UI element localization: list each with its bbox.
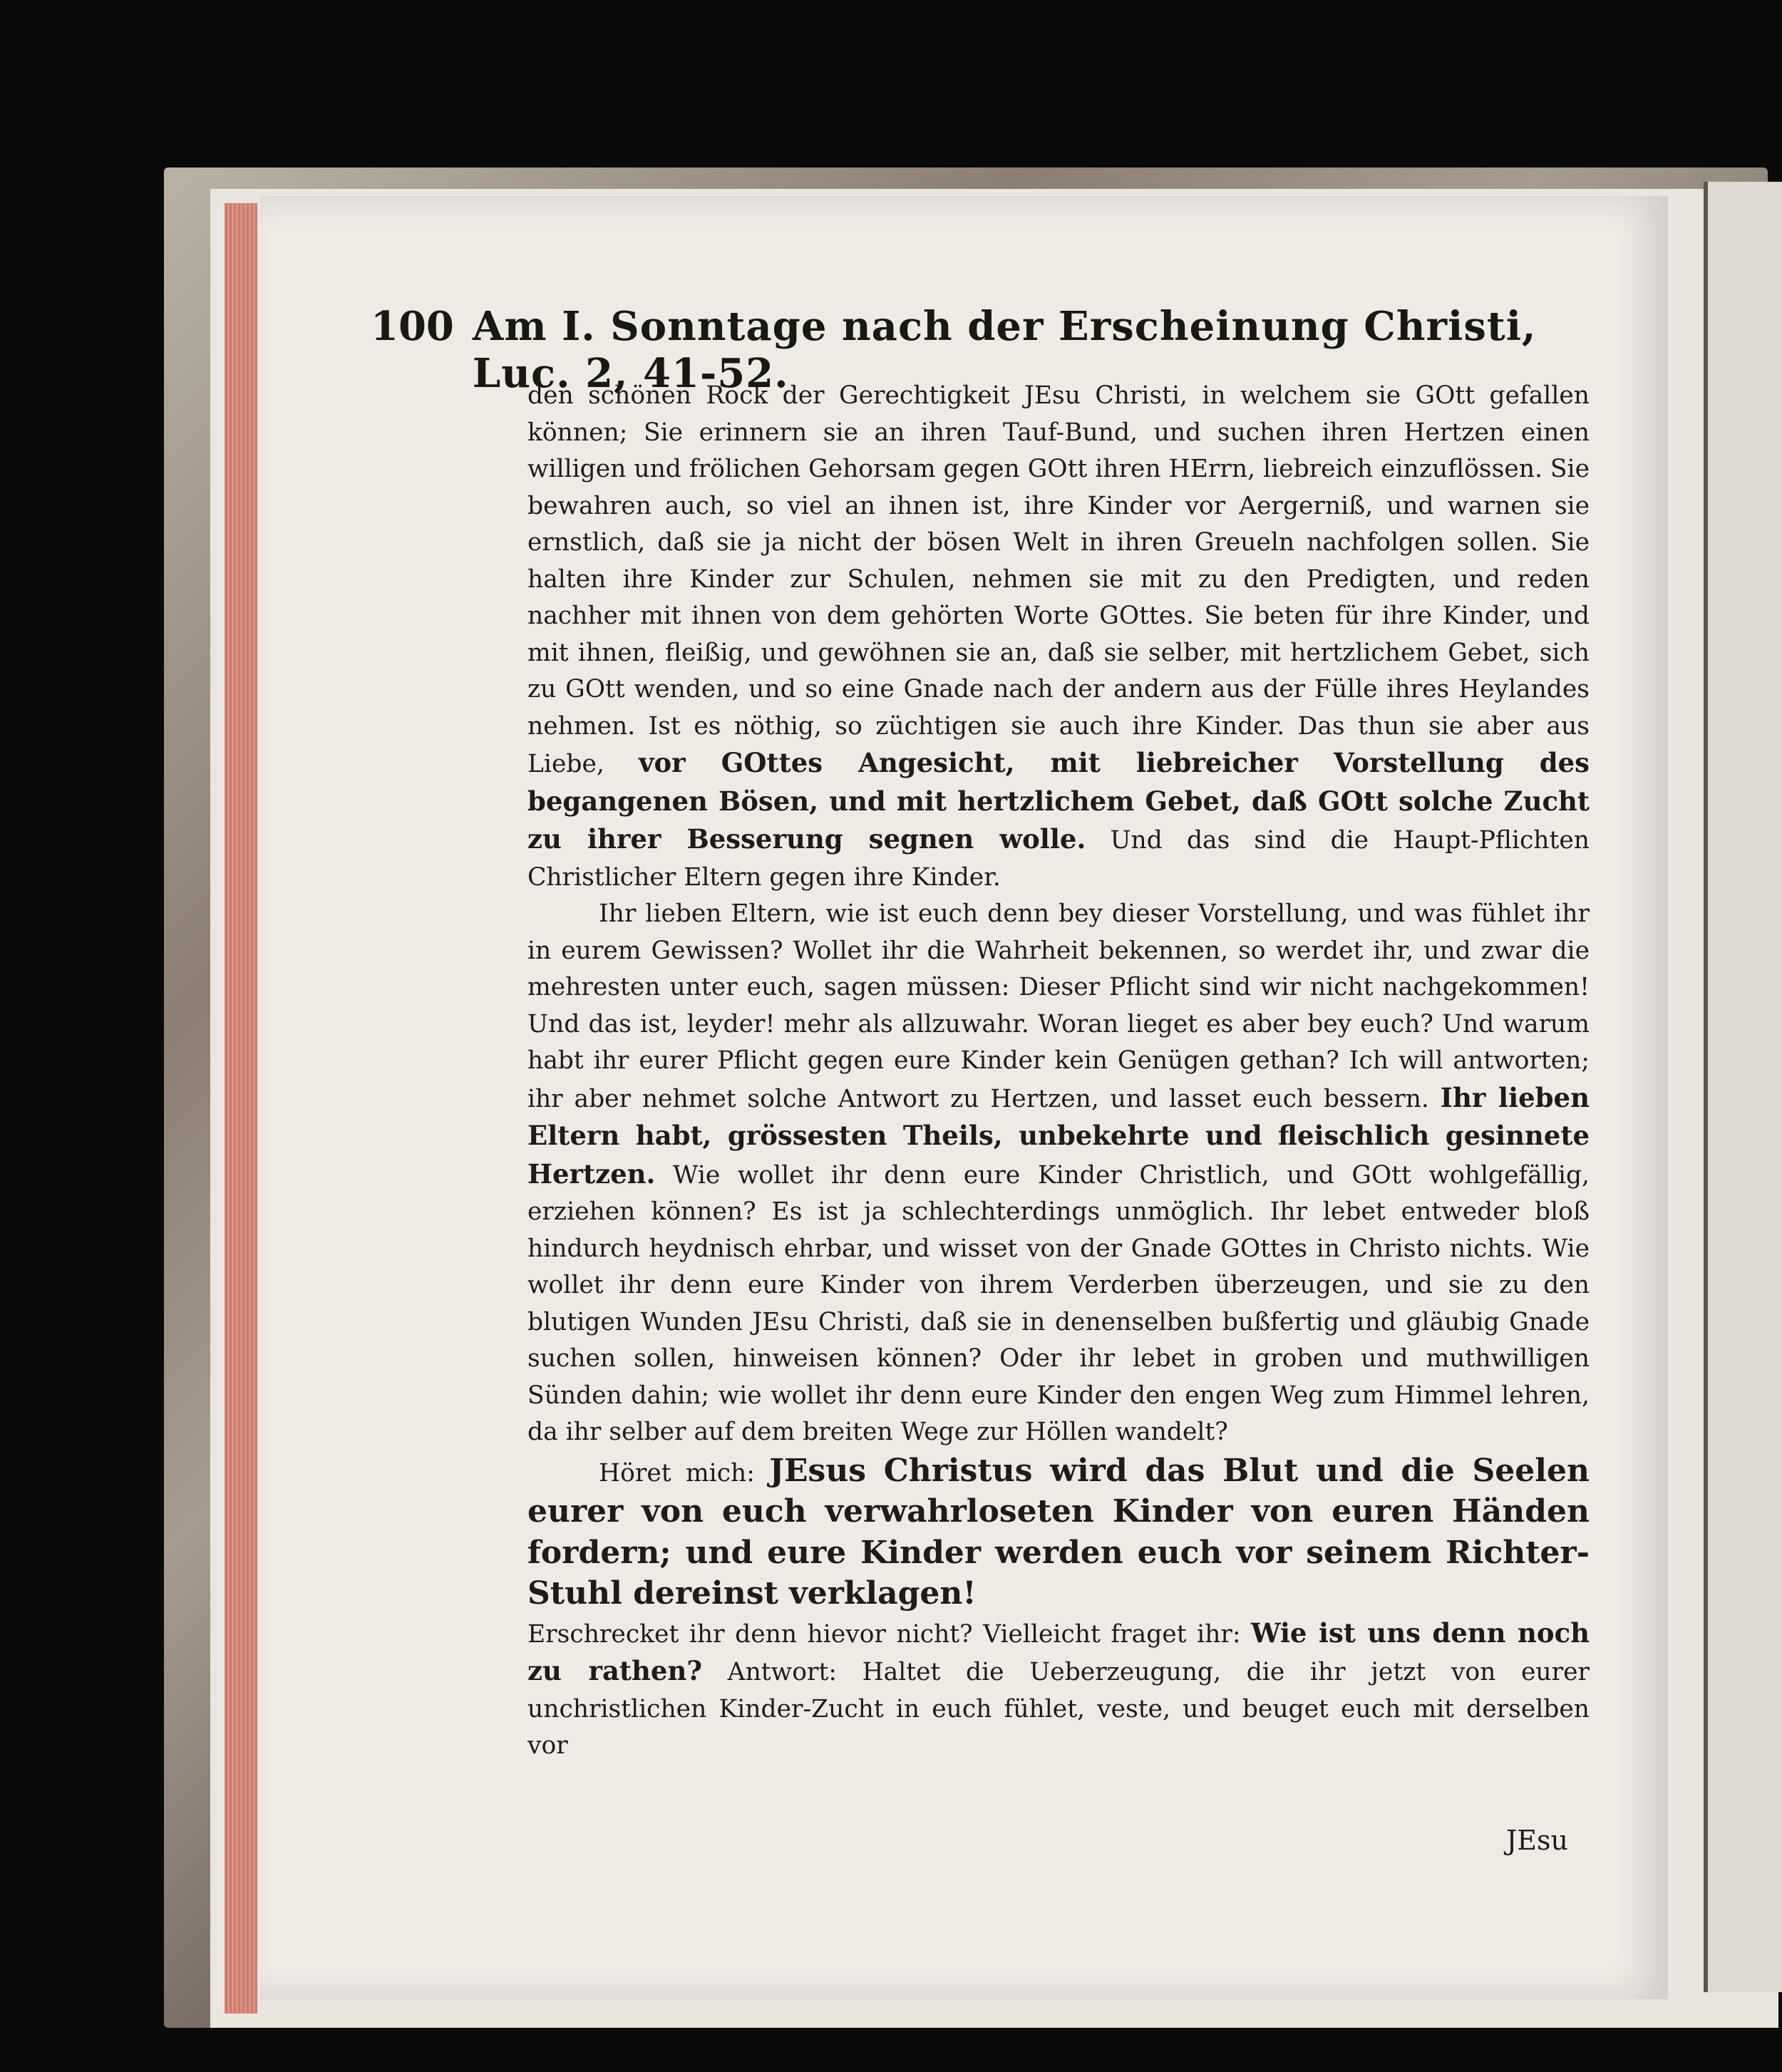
paragraph-3-question: Wie ist uns denn noch zu rathen? (527, 1617, 1590, 1686)
page-number: 100 (371, 303, 454, 350)
running-title: Am I. Sonntage nach der Erscheinung Christi, Luc. 2, 41-52. (472, 303, 1537, 397)
quote-lead: Höret mich: (599, 1458, 755, 1488)
page-edge (225, 203, 257, 2014)
paragraph-2-part-c: Wie wollet ihr denn eure Kinder Christlich, und GOtt wohlgefällig, erziehen können? Es ist ja schlechterdings unmöglich. Ihr lebet entweder bloß hindurch heydnisch ehrbar, und wisset von der Gnade GOttes in Christo nichts. Wie wollet ihr denn eure Kinder von ihrem Verderben überzeugen, und sie zu den blutigen Wunden JEsu Christi, daß sie in denenselben bußfertig und gläubig Gnade suchen sollen, hinweisen können? Oder ihr lebet in groben und muthwilligen Sünden dahin; wie wollet ihr denn eure Kinder den engen Weg zum Himmel lehren, da ihr selber auf dem breiten Wege zur Höllen wandelt? (527, 1160, 1590, 1446)
paragraph-1-part-c: Und das sind die Haupt-Pflichten Christlicher Eltern gegen ihre Kinder. (527, 826, 1590, 892)
paragraph-1-part-a: den schönen Rock der Gerechtigkeit JEsu Christi, in welchem sie GOtt gefallen können; Sie erinnern sie an ihren Tauf-Bund, und suchen ihren Hertzen einen willigen und frölichen Gehorsam gegen GOtt ihren HErrn, liebreich einzuflössen. Sie bewahren auch, so viel an ihnen ist, ihre Kinder vor Aergerniß, und warnen sie ernstlich, daß sie ja nicht der bösen Welt in ihren Greueln nachfolgen sollen. Sie halten ihre Kinder zur Schulen, nehmen sie mit zu den Predigten, und reden nachher mit ihnen von dem gehörten Worte GOttes. Sie beten für ihre Kinder, und mit ihnen, fleißig, und gewöhnen sie an, daß sie selber, mit hertzlichem Gebet, sich zu GOtt wenden, und so eine Gnade nach der andern aus der Fülle ihres Heylandes nehmen. Ist es nöthig, so züchtigen sie auch ihre Kinder. Das thun sie aber aus Liebe, (527, 381, 1590, 778)
catchword: JEsu (1506, 1825, 1568, 1856)
paragraph-1-emphasis: vor GOttes Angesicht, mit liebreicher Vorstellung des begangenen Bösen, und mit hertzlichem Gebet, daß GOtt solche Zucht zu ihrer Besserung segnen wolle. (527, 747, 1590, 855)
paragraph-3-answer-label: Antwort: (727, 1658, 837, 1686)
paragraph-2-part-a: Ihr lieben Eltern, wie ist euch denn bey dieser Vorstellung, und was fühlet ihr in eurem Gewissen? Wollet ihr die Wahrheit bekennen, so werdet ihr, und zwar die mehresten unter euch, sagen müssen: Dieser Pflicht sind wir nicht nachgekommen! Und das ist, leyder! mehr als allzuwahr. Woran lieget es aber bey euch? Und warum habt ihr eurer Pflicht gegen eure Kinder kein Genügen gethan? Ich will antworten; ihr aber nehmet solche Antwort zu Hertzen, und lasset euch bessern. (527, 900, 1590, 1113)
paragraph-3-part-a: Erschrecket ihr denn hievor nicht? Vielleicht fraget ihr: (527, 1619, 1241, 1649)
paragraph-2-emphasis: Ihr lieben Eltern habt, grössesten Theils, unbekehrte und fleischlich gesinnete Hertzen. (527, 1081, 1590, 1190)
quote-emphasis: JEsus Christus wird das Blut und die Seelen eurer von euch verwahrloseten Kinder von euren Händen fordern; und eure Kinder werden euch vor seinem Richter-Stuhl dereinst verklagen! (527, 1452, 1590, 1612)
body-text (527, 378, 1590, 1765)
paragraph-3 (527, 1615, 1590, 1765)
paragraph-1 (527, 378, 1590, 896)
paragraph-3-part-d: Haltet die Ueberzeugung, die ihr jetzt von eurer unchristlichen Kinder-Zucht in euch fühlet, veste, und beuget euch mit derselben vor (527, 1658, 1590, 1760)
quote-block (527, 1451, 1590, 1615)
paragraph-2 (527, 896, 1590, 1451)
next-page-edge (1704, 182, 1782, 1992)
